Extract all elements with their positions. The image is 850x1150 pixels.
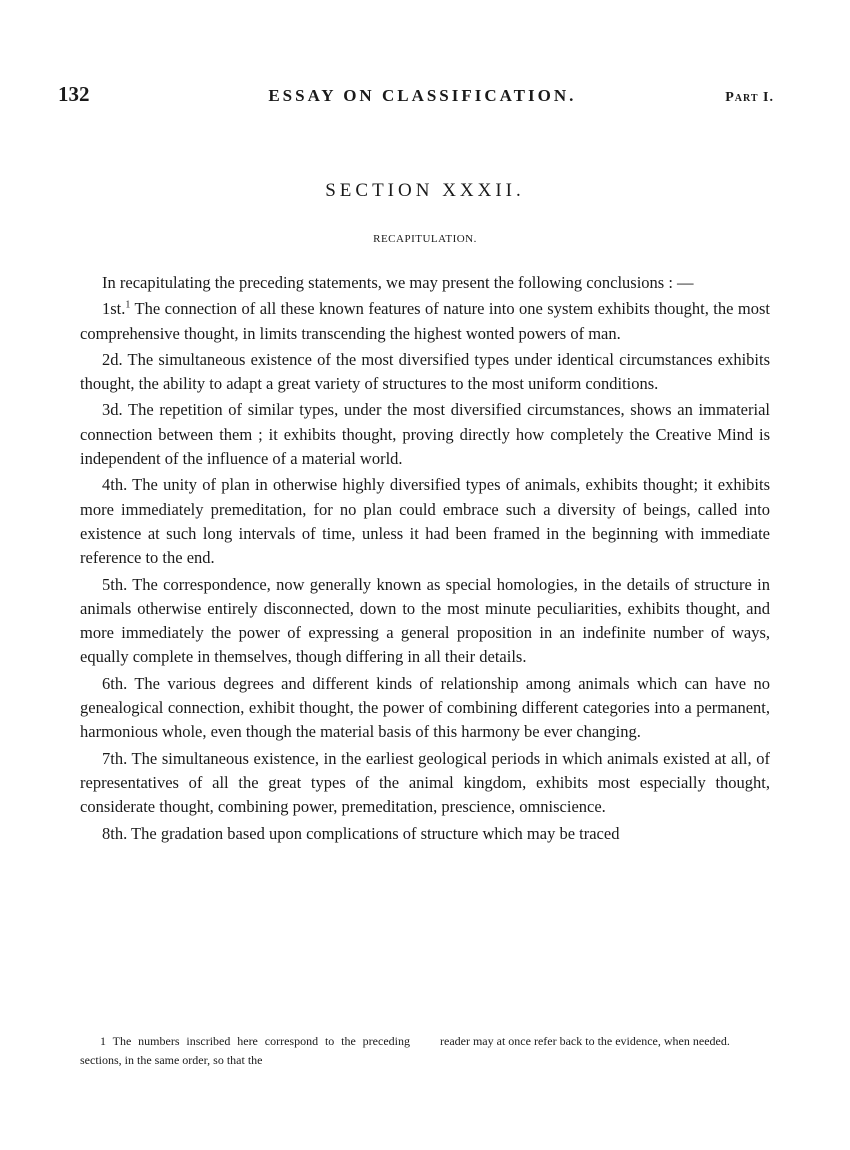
paragraph-1-text: The connection of all these known features of nature into one system exhibits thought, the most comprehensive thought, in limits transcending the highest wonted powers of man. [80,299,770,343]
section-title: SECTION XXXII. [325,180,525,201]
footnote-column-2: reader may at once refer back to the evidence, when needed. [440,1034,730,1048]
body-text [80,271,770,848]
paragraph-4: 4th. The unity of plan in otherwise highly diversified types of animals, exhibits thought; it exhibits more immediately premeditation, for no plan could embrace such a diversity of beings, called into existence at such long intervals of time, unless it had been framed in the beginning with immediate reference to the end. [80,475,770,568]
paragraph-1-label: 1st. [102,299,126,319]
running-header [58,82,774,112]
section-subtitle: RECAPITULATION. [373,233,477,245]
paragraph-5: 5th. The correspondence, now generally known as special homologies, in the details of structure in animals otherwise entirely disconnected, down to the most minute peculiarities, exhibits thought, and more immediately the power of expressing a general proposition in an indefinite number of ways, equally complete in themselves, though differing in all their details. [80,574,770,667]
paragraph-2: 2d. The simultaneous existence of the most diversified types under identical circumstances exhibits thought, the ability to adapt a great variety of structures to the most uniform conditions. [80,349,770,394]
footnote [80,1032,770,1070]
running-title: ESSAY ON CLASSIFICATION. [268,86,577,105]
paragraph-6: 6th. The various degrees and different kinds of relationship among animals which can have no genealogical connection, exhibit thought, the power of combining different categories into a permanent, harmonious whole, even though the material basis of this harmony be ever changing. [80,673,770,742]
paragraph-8: 8th. The gradation based upon complications of structure which may be traced [102,823,620,843]
footnote-marker: 1 [125,299,131,311]
part-label: Part I. [725,90,774,105]
paragraph-7: 7th. The simultaneous existence, in the earliest geological periods in which animals existed at all, of representatives of all the great types of the animal kingdom, exhibits most especially thought, considerate thought, combining power, premeditation, prescience, omniscience. [80,748,770,817]
paragraph-3: 3d. The repetition of similar types, under the most diversified circumstances, shows an immaterial connection between them ; it exhibits thought, proving directly how completely the Creative Mind is independent of the influence of a material world. [80,400,770,469]
page-number: 132 [58,82,90,106]
footnote-column-1: 1 The numbers inscribed here correspond to the preceding sections, in the same order, so that the [80,1034,410,1067]
paragraph-1 [80,297,770,346]
paragraph-intro: In recapitulating the preceding statements, we may present the following conclusions : — [102,273,694,292]
